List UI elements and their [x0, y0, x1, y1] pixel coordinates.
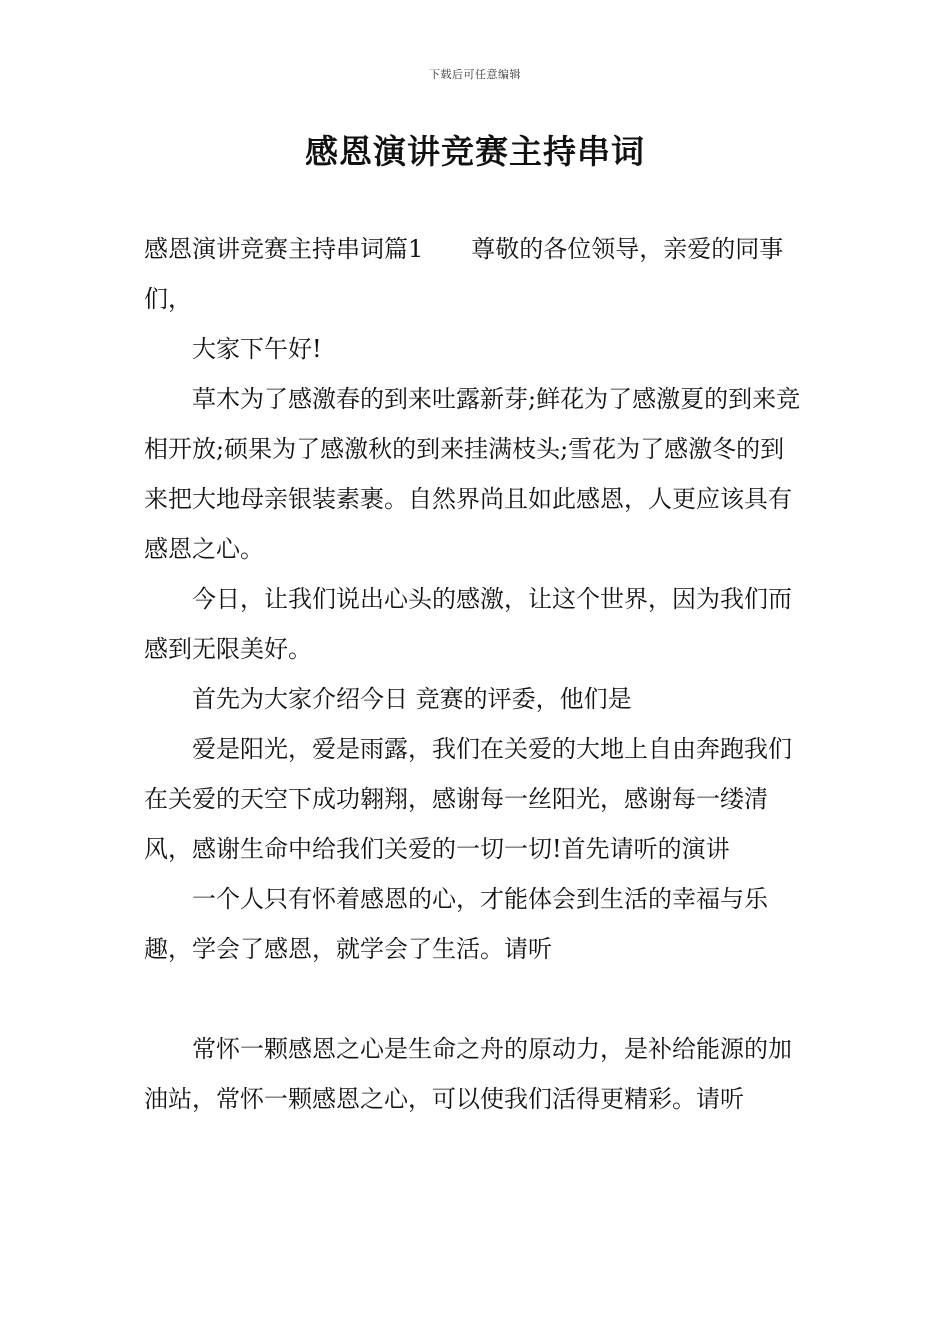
- paragraph-heart: 常怀一颗感恩之心是生命之舟的原动力，是补给能源的加油站，常怀一颗感恩之心，可以使我们活得更精彩。请听: [144, 1035, 792, 1113]
- header-note: 下载后可任意编辑: [429, 68, 521, 81]
- paragraph-spacer: [144, 974, 806, 1024]
- document-title: 感恩演讲竞赛主持串词: [305, 132, 645, 171]
- paragraph-greeting: 大家下午好!: [192, 335, 322, 363]
- paragraph-gratitude: 一个人只有怀着感恩的心，才能体会到生活的幸福与乐趣，学会了感恩，就学会了生活。请听: [144, 885, 768, 963]
- paragraph-intro: 感恩演讲竞赛主持串词篇1 尊敬的各位领导，亲爱的同事们，: [144, 235, 784, 313]
- paragraph-judges: 首先为大家介绍今日 竞赛的评委，他们是: [192, 685, 632, 713]
- paragraph-nature: 草木为了感激春的到来吐露新芽;鲜花为了感激夏的到来竞相开放;硕果为了感激秋的到来挂满枝头;雪花为了感激冬的到来把大地母亲银装素裹。自然界尚且如此感恩，人更应该具有感恩之心。: [144, 385, 801, 563]
- paragraph-love: 爱是阳光，爱是雨露，我们在关爱的大地上自由奔跑我们在关爱的天空下成功翱翔，感谢每一丝阳光，感谢每一缕清风，感谢生命中给我们关爱的一切一切!首先请听的演讲: [144, 735, 792, 863]
- document-body: [144, 224, 806, 1124]
- paragraph-today: 今日，让我们说出心头的感激，让这个世界，因为我们而感到无限美好。: [144, 585, 792, 663]
